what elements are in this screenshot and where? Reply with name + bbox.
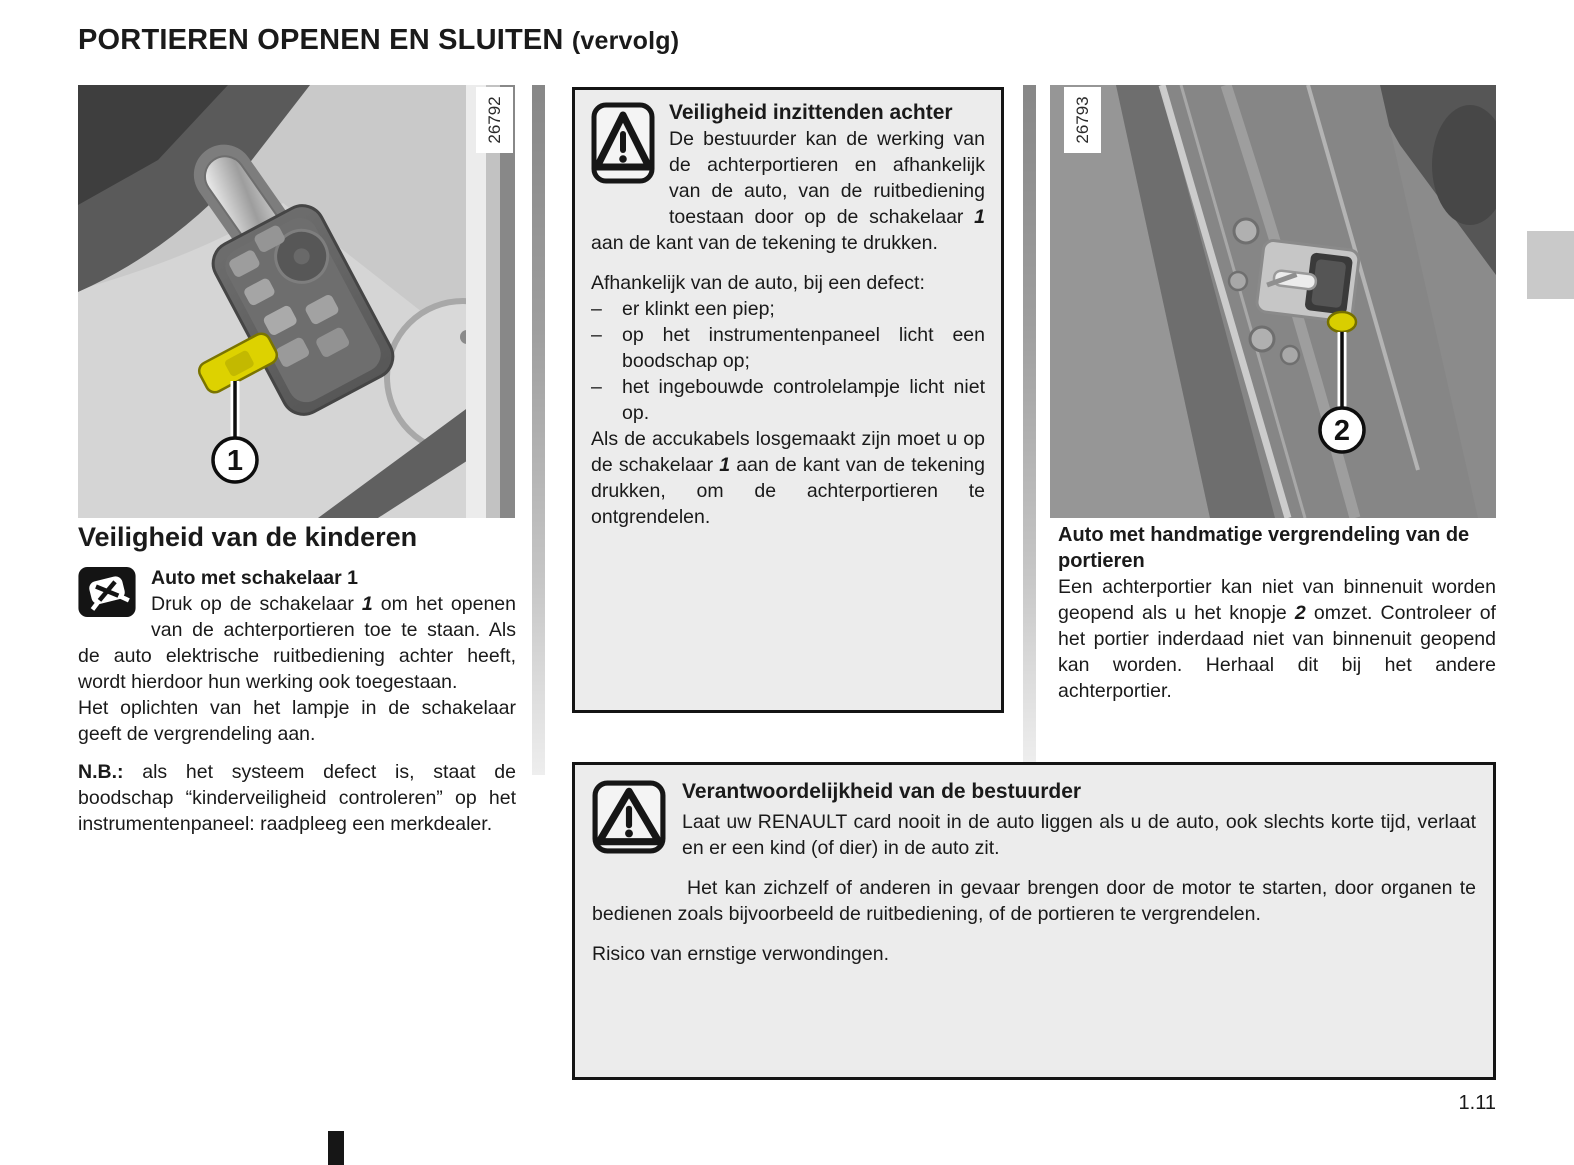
warning-top-paragraph-1: De bestuurder kan de werking van de achterportieren en afhankelijk van de auto, van de ruitbediening toestaan door op de schakelaar 1 aan de kant van de tekening te drukken. — [591, 128, 985, 254]
screw — [1281, 346, 1299, 364]
column-divider-right — [1023, 85, 1036, 763]
warning-bottom-paragraph-3: Risico van ernstige verwondingen. — [592, 943, 889, 965]
door-lock-illustration — [1050, 85, 1496, 518]
screw — [1229, 272, 1247, 290]
page-number: 1.11 — [1458, 1092, 1496, 1114]
bullet-item — [591, 322, 985, 374]
callout-number-2: 2 — [1333, 415, 1351, 447]
warning-top-title: Veiligheid inzittenden achter — [669, 101, 953, 124]
bullet-text: er klinkt een piep; — [622, 298, 775, 320]
door-interior-illustration — [78, 85, 515, 518]
children-safety-heading: Veiligheid van de kinderen — [78, 522, 418, 552]
door-lock-mechanism — [1256, 239, 1360, 322]
screw — [1250, 327, 1274, 351]
screw — [1234, 219, 1258, 243]
bullet-text: het ingebouwde controlelampje licht niet op. — [622, 376, 985, 424]
bullet-dash: – — [591, 376, 602, 398]
manual-lock-knob-highlight — [1328, 312, 1356, 332]
warning-box-rear-passengers — [572, 87, 1004, 713]
warning-bottom-paragraph-1: Laat uw RENAULT card nooit in de auto liggen als u de auto, ook slechts korte tijd, verlaat en er een kind (of dier) in de auto zit. — [682, 811, 1476, 859]
figure-door-switch-photo — [78, 85, 515, 518]
callout-number-1: 1 — [226, 445, 244, 477]
nb-label: N.B.: — [78, 761, 124, 783]
children-safety-paragraph-1: Druk op de schakelaar 1 om het openen van de achterportieren toe te staan. Als de auto elektrische ruitbediening achter heeft, wordt hierdoor hun werking ook toegestaan. — [78, 593, 516, 693]
manual-lock-paragraph: Een achterportier kan niet van binnenuit worden geopend als u het knopje 2 omzet. Controleer of het portier inderdaad niet van binnenuit geopend kan worden. Herhaal dit bij het andere achterportier. — [1058, 576, 1496, 702]
figure-door-lock-photo — [1050, 85, 1496, 518]
knob-ref-2: 2 — [1294, 602, 1306, 624]
bullet-dash: – — [591, 324, 602, 346]
bullet-text: op het instrumentenpaneel licht een boodschap op; — [622, 324, 985, 372]
child-lock-icon — [78, 567, 136, 624]
page-title-main: PORTIEREN OPENEN EN SLUITEN — [78, 24, 564, 56]
warning-top-paragraph-2: Afhankelijk van de auto, bij een defect: — [591, 272, 925, 294]
children-safety-section — [78, 522, 516, 837]
children-safety-note: N.B.: als het systeem defect is, staat de boodschap “kinderveiligheid controleren” op het instrumentenpaneel: raadpleeg een merkdealer. — [78, 761, 516, 835]
manual-lock-heading: Auto met handmatige vergrendeling van de portieren — [1058, 524, 1470, 572]
children-safety-paragraph-2: Het oplichten van het lampje in de schakelaar geeft de vergrendeling aan. — [78, 697, 516, 745]
binding-mark — [328, 1131, 344, 1165]
bullet-dash: – — [591, 298, 602, 320]
page-title-suffix: (vervolg) — [571, 27, 680, 55]
warning-bottom-title: Verantwoordelijkheid van de bestuurder — [682, 780, 1082, 803]
children-safety-subheading: Auto met schakelaar 1 — [151, 567, 359, 589]
switch-ref-1: 1 — [361, 593, 373, 615]
warning-triangle-icon — [592, 780, 666, 861]
column-divider-left — [532, 85, 545, 775]
warning-top-paragraph-3: Als de accukabels losgemaakt zijn moet u op de schakelaar 1 aan de kant van de tekening drukken, om de achterportieren te ontgrendelen. — [591, 428, 985, 528]
bullet-item — [591, 296, 985, 322]
switch-ref-1: 1 — [974, 206, 985, 228]
warning-box-driver-responsibility — [572, 762, 1496, 1080]
warning-bottom-paragraph-2: Het kan zichzelf of anderen in gevaar brengen door de motor te starten, door organen te bedienen zoals bijvoorbeeld de ruitbediening, of de portieren te vergrendelen. — [592, 877, 1476, 925]
manual-lock-section — [1058, 522, 1496, 704]
figure-label: 26793 — [1073, 96, 1092, 144]
page-title — [78, 24, 679, 57]
warning-triangle-icon — [591, 102, 655, 191]
switch-ref-1: 1 — [719, 454, 731, 476]
figure-label: 26792 — [485, 96, 504, 144]
bullet-item — [591, 374, 985, 426]
chapter-edge-tab — [1527, 231, 1574, 299]
